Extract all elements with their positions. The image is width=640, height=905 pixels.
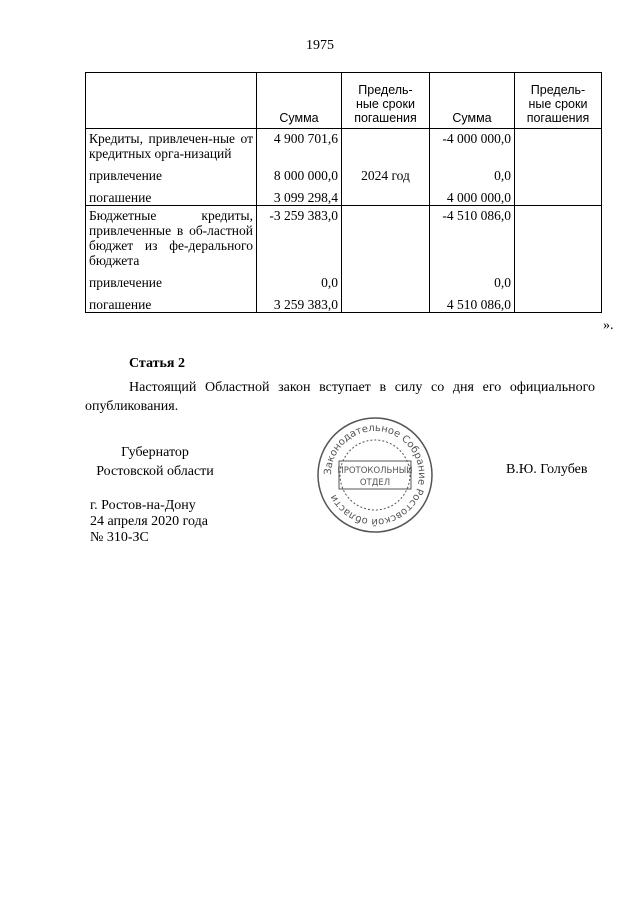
table-row-label: погашение bbox=[86, 183, 257, 206]
article-text: Настоящий Областной закон вступает в силу со дня его официального опубликования. bbox=[85, 380, 595, 414]
table-header-cell: Сумма bbox=[430, 73, 515, 129]
table-cell: 4 000 000,0 bbox=[430, 183, 515, 206]
table-cell: 3 099 298,4 bbox=[257, 183, 342, 206]
table-cell bbox=[515, 161, 602, 183]
signatory-title-line2: Ростовской области bbox=[96, 464, 214, 479]
article-heading: Статья 2 bbox=[129, 356, 185, 371]
table-cell: -3 259 383,0 bbox=[257, 206, 342, 269]
table-cell: 8 000 000,0 bbox=[257, 161, 342, 183]
law-place: г. Ростов-на-Дону bbox=[90, 498, 196, 513]
table-group-title: Кредиты, привлечен-ные от кредитных орга-низаций bbox=[86, 129, 257, 162]
table-cell: 4 510 086,0 bbox=[430, 290, 515, 313]
table-cell bbox=[515, 129, 602, 162]
table-header-row bbox=[86, 73, 602, 129]
table-cell bbox=[515, 206, 602, 269]
table-cell: 0,0 bbox=[430, 268, 515, 290]
law-number: № 310-ЗС bbox=[90, 530, 149, 545]
table-group-title: Бюджетные кредиты, привлеченные в об-ластной бюджет из фе-дерального бюджета bbox=[86, 206, 257, 269]
table-row-label: погашение bbox=[86, 290, 257, 313]
table-header-cell: Предель- ные сроки погашения bbox=[515, 73, 602, 129]
table-header-cell: Предель- ные сроки погашения bbox=[342, 73, 430, 129]
table-cell bbox=[342, 268, 430, 290]
table-cell bbox=[515, 268, 602, 290]
table-cell: 0,0 bbox=[257, 268, 342, 290]
table-row-label: привлечение bbox=[86, 268, 257, 290]
law-details bbox=[90, 498, 208, 546]
stamp-center-line1: ПРОТОКОЛЬНЫЙ bbox=[337, 466, 413, 476]
law-date: 24 апреля 2020 года bbox=[90, 514, 208, 529]
signatory-title-line1: Губернатор bbox=[121, 445, 189, 460]
table-cell bbox=[342, 206, 430, 269]
borrowing-table bbox=[85, 72, 602, 313]
table-group-row bbox=[86, 206, 602, 269]
table-header-cell: Сумма bbox=[257, 73, 342, 129]
signatory-title bbox=[85, 443, 225, 481]
official-stamp bbox=[315, 415, 435, 535]
table-cell: -4 000 000,0 bbox=[430, 129, 515, 162]
table-group-row bbox=[86, 129, 602, 162]
table-cell: 2024 год bbox=[342, 161, 430, 183]
stamp-center-line2: ОТДЕЛ bbox=[359, 478, 391, 488]
table-row bbox=[86, 183, 602, 206]
table-cell bbox=[515, 290, 602, 313]
table-row-label: привлечение bbox=[86, 161, 257, 183]
signatory-name: В.Ю. Голубев bbox=[506, 462, 588, 477]
table-cell: 3 259 383,0 bbox=[257, 290, 342, 313]
stamp-ring-text: Законодательное Собрание Ростовской области bbox=[322, 422, 428, 528]
table-cell bbox=[342, 183, 430, 206]
page-number: 1975 bbox=[306, 38, 334, 53]
table-row bbox=[86, 161, 602, 183]
table-cell bbox=[342, 129, 430, 162]
table-header-cell bbox=[86, 73, 257, 129]
table-row bbox=[86, 290, 602, 313]
table-row bbox=[86, 268, 602, 290]
closing-quote: ». bbox=[603, 318, 614, 333]
table-cell: 0,0 bbox=[430, 161, 515, 183]
table-cell: -4 510 086,0 bbox=[430, 206, 515, 269]
table-cell: 4 900 701,6 bbox=[257, 129, 342, 162]
table-cell bbox=[342, 290, 430, 313]
table-cell bbox=[515, 183, 602, 206]
